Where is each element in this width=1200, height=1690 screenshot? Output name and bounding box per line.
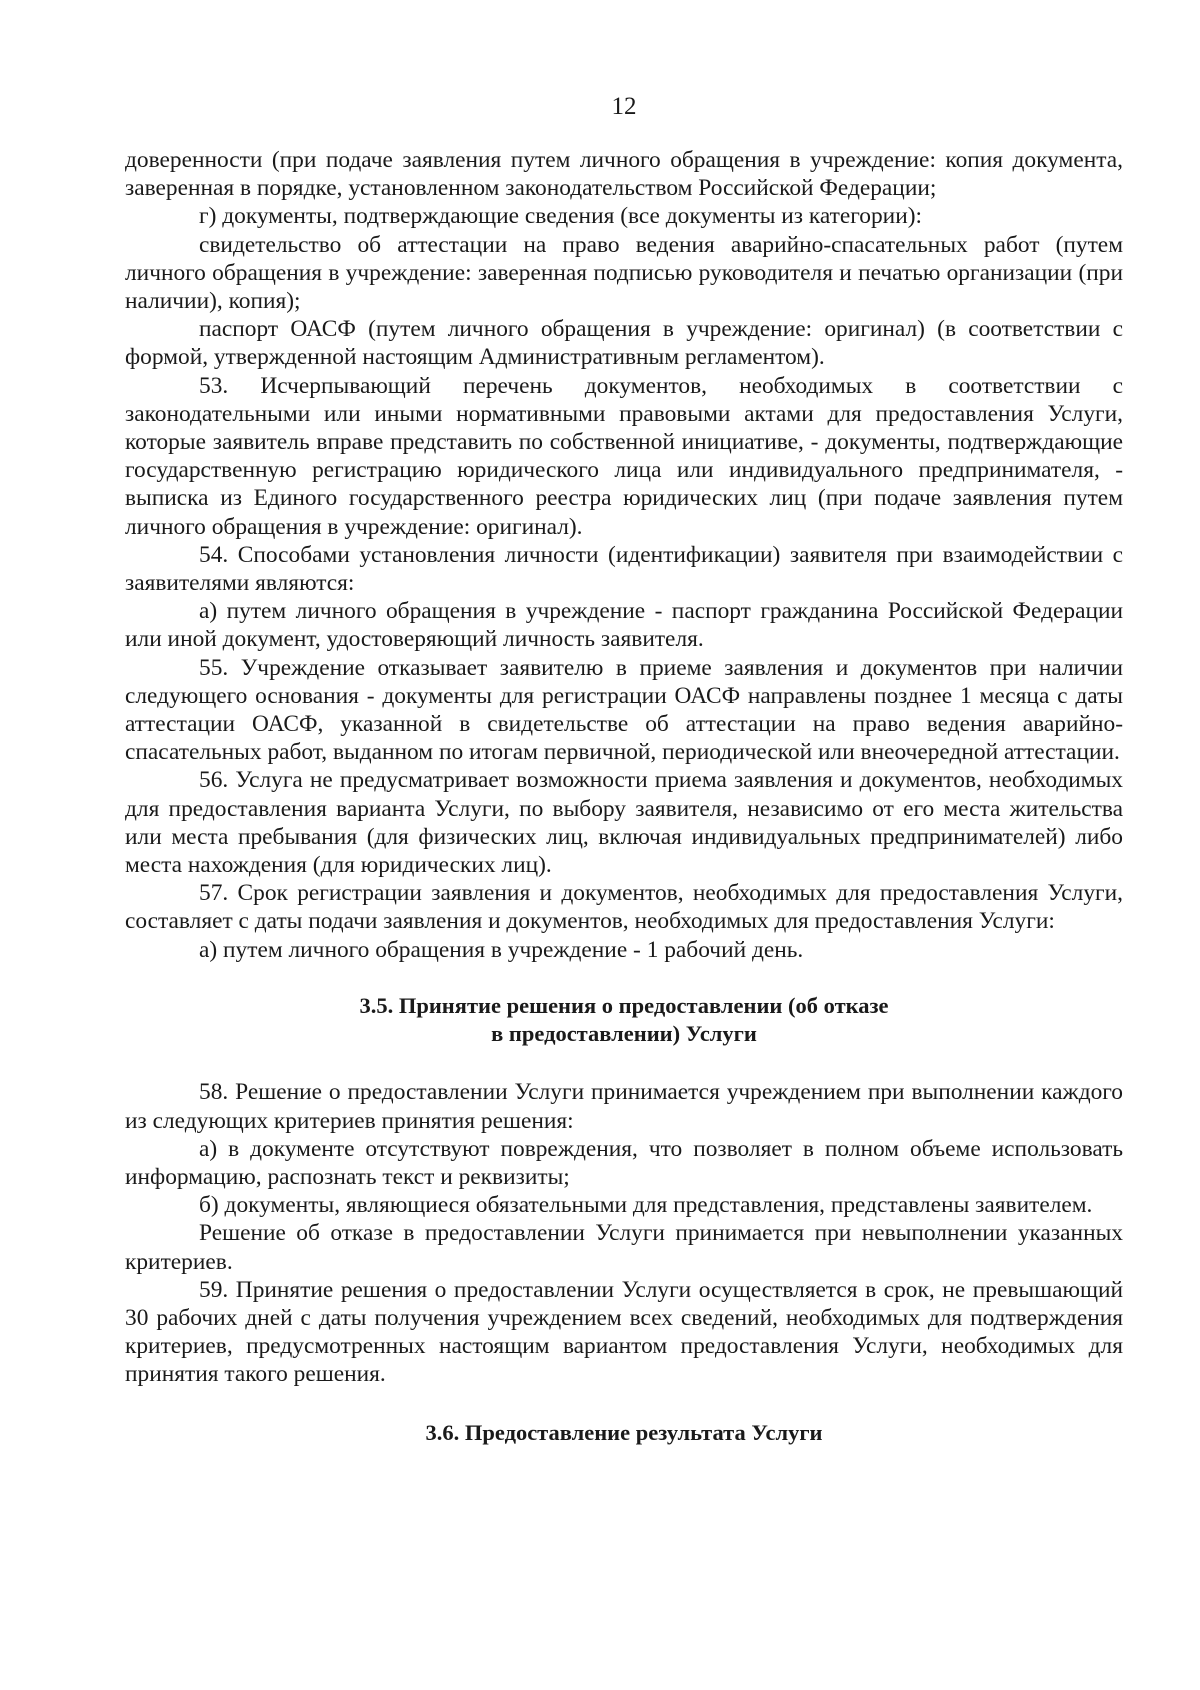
paragraph-57-a: а) путем личного обращения в учреждение - 1 рабочий день. (199, 936, 804, 963)
paragraph-53: 53. Исчерпывающий перечень документов, необходимых в соответствии с законодательными или иными нормативными правовыми актами для предоставления Услуги, которые заявитель вправе представить по собственной инициативе, - документы, подтверждающие государственную регистрацию юридического лица или индивидуального предпринимателя, - выписка из Единого государственного реестра юридических лиц (при подаче заявления путем личного обращения в учреждение: оригинал). (125, 372, 1123, 540)
paragraph-54-a: а) путем личного обращения в учреждение - паспорт гражданина Российской Федерации или иной документ, удостоверяющий личность заявителя. (125, 598, 1123, 653)
paragraph-55: 55. Учреждение отказывает заявителю в приеме заявления и документов при наличии следующего основания - документы для регистрации ОАСФ направлены позднее 1 месяца с даты аттестации ОАСФ, указанной в свидетельстве об аттестации на право ведения аварийно-спасательных работ, выданном по итогам первичной, периодической или внеочередной аттестации. (125, 654, 1123, 766)
paragraph-58-a: а) в документе отсутствуют повреждения, что позволяет в полном объеме использовать информацию, распознать текст и реквизиты; (125, 1135, 1123, 1190)
section-heading-3-5 (125, 992, 1123, 1048)
section-heading-3-5-line1: 3.5. Принятие решения о предоставлении (об отказе (359, 992, 889, 1018)
paragraph-item-g: г) документы, подтверждающие сведения (все документы из категории): (199, 203, 923, 230)
paragraph-passport: паспорт ОАСФ (путем личного обращения в учреждение: оригинал) (в соответствии с формой, утвержденной настоящим Административным регламентом). (125, 316, 1123, 371)
paragraph-58: 58. Решение о предоставлении Услуги принимается учреждением при выполнении каждого из следующих критериев принятия решения: (125, 1079, 1123, 1134)
section-heading-3-5-line2: в предоставлении) Услуги (491, 1021, 757, 1047)
paragraph-54: 54. Способами установления личности (идентификации) заявителя при взаимодействии с заявителями являются: (125, 541, 1123, 597)
paragraph-continuation: доверенности (при подаче заявления путем личного обращения в учреждение: копия документа, заверенная в порядке, установленном законодательством Российской Федерации; (125, 147, 1123, 202)
paragraph-56: 56. Услуга не предусматривает возможности приема заявления и документов, необходимых для предоставления варианта Услуги, по выбору заявителя, независимо от его места жительства или места пребывания (для физических лиц, включая индивидуальных предпринимателей) либо места нахождения (для юридических лиц). (125, 767, 1123, 879)
paragraph-refusal: Решение об отказе в предоставлении Услуги принимается при невыполнении указанных критериев. (125, 1220, 1123, 1275)
paragraph-59: 59. Принятие решения о предоставлении Услуги осуществляется в срок, не превышающий 30 рабочих дней с даты получения учреждением всех сведений, необходимых для подтверждения критериев, предусмотренных настоящим вариантом предоставления Услуги, необходимых для принятия такого решения. (125, 1276, 1123, 1388)
document-body (125, 146, 1123, 1447)
paragraph-57: 57. Срок регистрации заявления и документов, необходимых для предоставления Услуги, составляет с даты подачи заявления и документов, необходимых для предоставления Услуги: (125, 880, 1123, 935)
section-heading-3-6: 3.6. Предоставление результата Услуги (425, 1419, 823, 1445)
paragraph-certificate: свидетельство об аттестации на право ведения аварийно-спасательных работ (путем личного обращения в учреждение: заверенная подписью руководителя и печатью организации (при наличии), копия); (125, 231, 1123, 315)
paragraph-58-b: б) документы, являющиеся обязательными для представления, представлены заявителем. (199, 1192, 1093, 1219)
page-number: 12 (611, 93, 637, 120)
